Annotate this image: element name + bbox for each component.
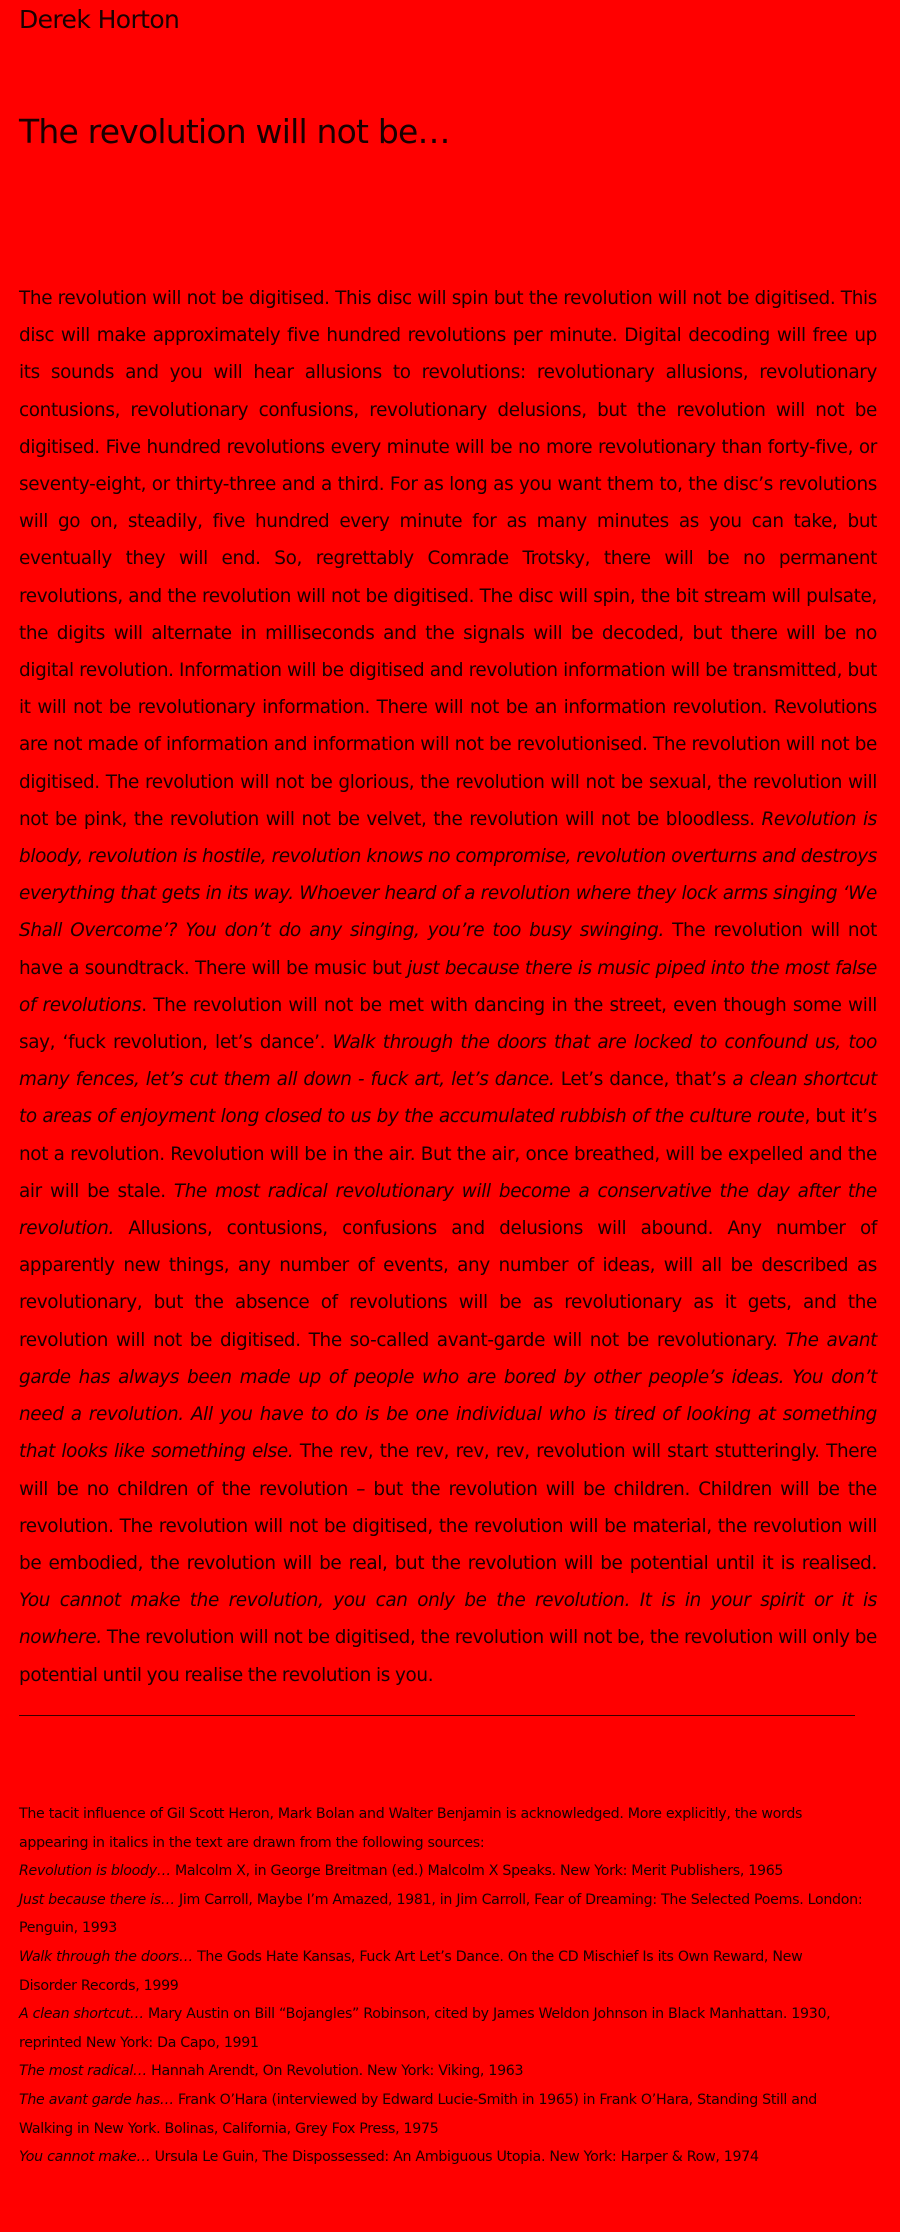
essay-text-run: The rev, the rev, rev, rev, revolution will start stutteringly. There will be no children of the revolution – but the revolution will be children. Children will be the revolution. The revolution will not be digitised, the revolution will be material, the revolution will be embodied, the revolution will be real, but the revolution will be potential until it is realised. (19, 1441, 877, 1574)
author-name: Derek Horton (19, 5, 180, 34)
citation-text: The tacit influence of Gil Scott Heron, Mark Bolan and Walter Benjamin is acknowledged. More explicitly, the words appearing in italics in the text are drawn from the following sources: (19, 1806, 803, 1851)
source-citation (19, 2057, 864, 2086)
citation-quote: Just because there is… (19, 1891, 175, 1908)
page-title: The revolution will not be… (19, 112, 450, 151)
source-citation (19, 2000, 864, 2057)
italic-quote: You cannot make the revolution, you can only be the revolution. It is in your spirit or it is nowhere. (19, 1590, 877, 1649)
citation-text: Hannah Arendt, On Revolution. New York: Viking, 1963 (146, 2063, 524, 2080)
italic-quote: just because there is music piped into the most false of revolutions (19, 957, 877, 1016)
citation-quote: The avant garde has… (19, 2091, 174, 2108)
italic-quote: Walk through the doors that are locked to confound us, too many fences, let’s cut them all down - fuck art, let’s dance. (19, 1032, 878, 1091)
citation-quote: Revolution is bloody… (19, 1863, 171, 1880)
citation-text: Frank O’Hara (interviewed by Edward Lucie-Smith in 1965) in Frank O’Hara, Standing Still and Walking in New York. Bolinas, California, Grey Fox Press, 1975 (19, 2091, 818, 2137)
essay-text-run: The revolution will not be digitised, the revolution will not be, the revolution will only be potential until you realise the revolution is you. (19, 1627, 877, 1686)
citation-text: Jim Carroll, Maybe I’m Amazed, 1981, in Jim Carroll, Fear of Dreaming: The Selected Poems. London: Penguin, 1993 (19, 1891, 863, 1937)
section-divider (19, 1715, 855, 1716)
notes-intro (19, 1800, 864, 1857)
source-citation (19, 2143, 864, 2172)
citation-text: The Gods Hate Kansas, Fuck Art Let’s Dance. On the CD Mischief Is its Own Reward, New Disorder Records, 1999 (19, 1948, 803, 1994)
citation-text: Mary Austin on Bill “Bojangles” Robinson, cited by James Weldon Johnson in Black Manhattan. 1930, reprinted New York: Da Capo, 1991 (19, 2006, 831, 2051)
italic-quote: a clean shortcut to areas of enjoyment long closed to us by the accumulated rubbish of the culture route (19, 1069, 877, 1128)
citation-quote: A clean shortcut… (19, 2006, 144, 2023)
essay-text-run: Allusions, contusions, confusions and delusions will abound. Any number of apparently new things, any number of events, any number of ideas, will all be described as revolutionary, but the absence of revolutions will be as revolutionary as it gets, and the revolution will not be digitised. The so-called avant-garde will not be revolutionary. (19, 1218, 877, 1351)
essay-text-run: The revolution will not have a soundtrack. There will be music but (19, 920, 877, 979)
italic-quote: Revolution is bloody, revolution is hostile, revolution knows no compromise, revolution overturns and destroys everything that gets in its way. Whoever heard of a revolution where they lock arms singing ‘We Shall Overcome’? You don’t do any singing, you’re too busy swinging. (19, 808, 877, 942)
source-notes (19, 1800, 864, 2172)
italic-quote: The most radical revolutionary will become a conservative the day after the revolution. (19, 1180, 877, 1240)
essay-text-run: . The revolution will not be met with dancing in the street, even though some will say, ‘fuck revolution, let’s dance’. (19, 994, 877, 1054)
source-citation (19, 1857, 864, 1886)
source-citation (19, 1943, 864, 2000)
source-citation (19, 2086, 864, 2143)
citation-quote: Walk through the doors… (19, 1948, 193, 1965)
citation-text: Ursula Le Guin, The Dispossessed: An Ambiguous Utopia. New York: Harper & Row, 1974 (150, 2149, 759, 2166)
essay-text-run: , but it’s not a revolution. Revolution will be in the air. But the air, once breathed, will be expelled and the air will be stale. (19, 1106, 878, 1202)
citation-text: Malcolm X, in George Breitman (ed.) Malcolm X Speaks. New York: Merit Publishers, 1965 (170, 1863, 784, 1880)
essay-body (19, 280, 877, 1694)
essay-text-run: The revolution will not be digitised. This disc will spin but the revolution will not be digitised. This disc will make approximately five hundred revolutions per minute. Digital decoding will free up its sounds and you will hear allusions to revolutions: revolutionary allusions, revolutionary contusions, revolutionary confusions, revolutionary delusions, but the revolution will not be digitised. Five hundred revolutions every minute will be no more revolutionary than forty-five, or seventy-eight, or thirty-three and a third. For as long as you want them to, the disc’s revolutions will go on, steadily, five hundred every minute for as many minutes as you can take, but eventually they will end. So, regrettably Comrade Trotsky, there will be no permanent revolutions, and the revolution will not be digitised. The disc will spin, the bit stream will pulsate, the digits will alternate in milliseconds and the signals will be decoded, but there will be no digital revolution. Information will be digitised and revolution information will be transmitted, but it will not be revolutionary information. There will not be an information revolution. Revolutions are not made of information and information will not be revolutionised. The revolution will not be digitised. The revolution will not be glorious, the revolution will not be sexual, the revolution will not be pink, the revolution will not be velvet, the revolution will not be bloodless. (19, 288, 877, 830)
source-citation (19, 1886, 864, 1943)
essay-text-run: Let’s dance, that’s (554, 1069, 733, 1091)
citation-quote: The most radical… (19, 2063, 147, 2080)
citation-quote: You cannot make… (19, 2149, 151, 2166)
italic-quote: The avant garde has always been made up of people who are bored by other people’s ideas. You don’t need a revolution. All you have to do is be one individual who is tired of looking at something that looks like something else. (19, 1329, 877, 1463)
